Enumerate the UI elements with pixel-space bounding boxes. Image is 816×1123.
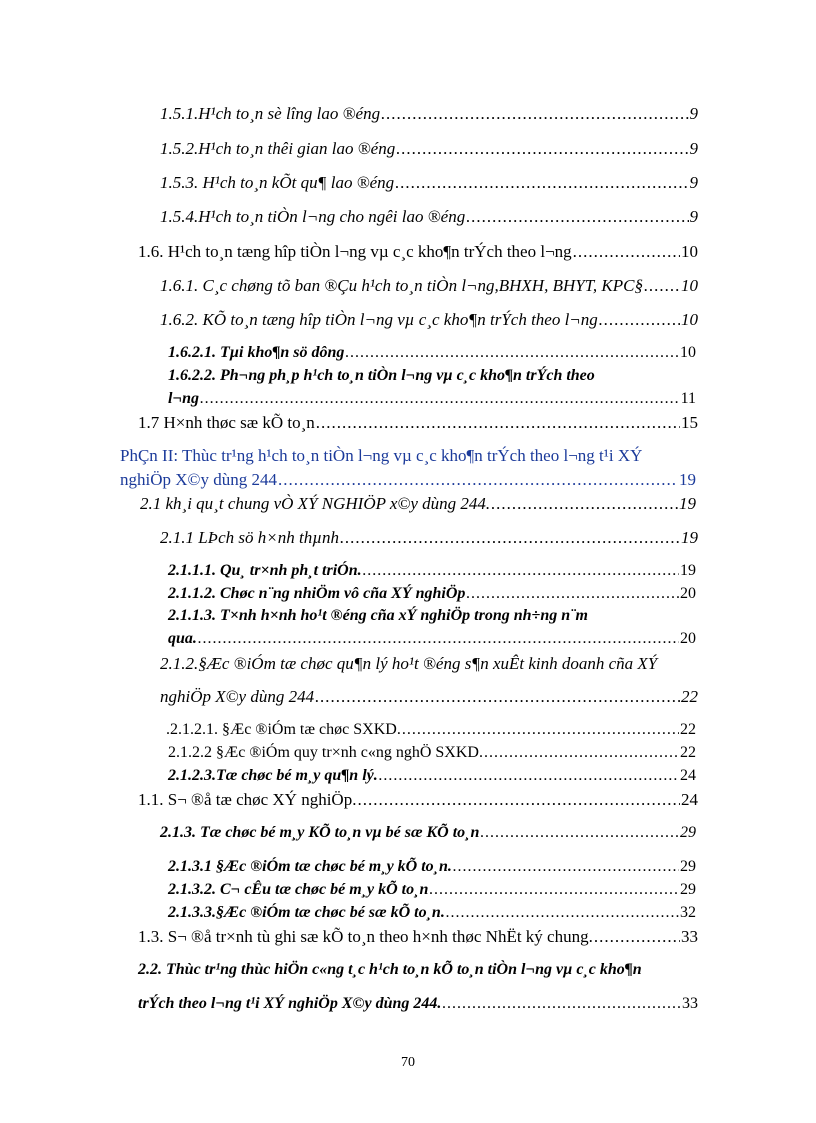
leader-dots [395, 173, 688, 193]
toc-entry-page: 10 [681, 242, 698, 261]
leader-dots [198, 630, 679, 648]
leader-dots [357, 790, 680, 810]
toc-entry-page: 22 [680, 744, 696, 761]
toc-entry-text: 1.6.2.2. Ph¬ng ph¸p h¹ch to¸n tiÒn l¬ng vµ c¸c kho¶n trÝch theo [168, 367, 595, 384]
leader-dots [396, 139, 688, 159]
toc-entry-text: 1.6.1. C¸c chøng tõ ban ®Çu h¹ch to¸n tiÒn l¬ng,BHXH, BHYT, KPC§ [160, 276, 643, 295]
toc-entry-text: 1.6.2. KÕ to¸n tæng hîp tiÒn l¬ng vµ c¸c kho¶n trÝch theo l¬ng [160, 310, 598, 329]
toc-entry-text: 2.1.2.3.Tæ chøc bé m¸y qu¶n lý. [168, 767, 378, 784]
toc-entry [138, 790, 698, 810]
toc-entry [168, 344, 696, 362]
leader-dots [381, 104, 688, 124]
toc-entry-page: 22 [681, 687, 698, 706]
toc-entry [160, 528, 698, 548]
toc-entry-text: trÝch theo l¬ng t¹i XÝ nghiÖp X©y dùng 244. [138, 995, 442, 1012]
leader-dots [340, 528, 680, 548]
leader-dots [466, 207, 688, 227]
toc-entry-page: 29 [680, 881, 696, 898]
leader-dots [573, 242, 680, 262]
leader-dots [429, 881, 679, 899]
toc-entry-text: qua. [168, 630, 197, 647]
toc-entry-page: 9 [689, 207, 698, 226]
toc-entry-page: 19 [681, 528, 698, 547]
toc-entry-page: 19 [680, 562, 696, 579]
leader-dots [200, 390, 680, 408]
toc-entry-page: 10 [681, 276, 698, 295]
leader-dots [491, 494, 678, 514]
toc-entry [168, 390, 696, 408]
toc-entry-page: 9 [689, 139, 698, 158]
toc-entry-line1 [120, 446, 642, 466]
toc-entry-line1 [160, 654, 657, 674]
toc-entry-page: 33 [681, 927, 698, 946]
toc-entry-page: 11 [680, 390, 696, 407]
toc-entry [166, 721, 696, 739]
leader-dots [594, 927, 680, 947]
leader-dots [316, 413, 680, 433]
toc-entry-page: 29 [680, 824, 696, 841]
leader-dots [484, 744, 679, 762]
toc-entry-text: 2.1.3. Tæ chøc bé m¸y KÕ to¸n vµ bé sæ KÕ to¸n [160, 824, 480, 841]
page-number: 70 [401, 1055, 415, 1070]
toc-entry-text: 2.1.2.§Æc ®iÓm tæ chøc qu¶n lý ho¹t ®éng s¶n xuÊt kinh doanh cña XÝ [160, 654, 658, 673]
toc-entry-page: 32 [680, 904, 696, 921]
leader-dots [345, 344, 679, 362]
toc-entry-text: l¬ng [168, 390, 200, 407]
toc-entry-page: 20 [680, 585, 696, 602]
toc-entry [140, 494, 696, 514]
toc-entry-page: 33 [682, 995, 698, 1012]
toc-entry-page: 20 [680, 630, 696, 647]
toc-entry [160, 173, 698, 193]
toc-entry [138, 413, 698, 433]
toc-entry [168, 858, 696, 876]
toc-entry-text: 2.1.1 LÞch sö h×nh thµnh [160, 528, 339, 547]
toc-entry-text: nghiÖp X©y dùng 244 [120, 470, 277, 489]
leader-dots [446, 904, 679, 922]
toc-entry [168, 562, 696, 580]
toc-entry-text: 1.5.2.H¹ch to¸n thêi gian lao ®éng [160, 139, 396, 158]
leader-dots [442, 995, 681, 1013]
toc-entry-text: 2.1.3.2. C¬ cÊu tæ chøc bé m¸y kÕ to¸n [168, 881, 429, 898]
toc-entry-text: .2.1.2.1. §Æc ®iÓm tæ chøc SXKD. [166, 721, 401, 738]
toc-entry-text: 2.1.3.1 §Æc ®iÓm tæ chøc bé m¸y kÕ to¸n. [168, 858, 452, 875]
toc-entry-page: 19 [679, 494, 696, 513]
leader-dots [599, 310, 680, 330]
toc-entry-text: 2.2. Thùc tr¹ng thùc hiÖn c«ng t¸c h¹ch to¸n kÕ to¸n tiÒn l¬ng vµ c¸c kho¶n [138, 961, 642, 978]
toc-entry [138, 995, 698, 1013]
toc-entry-text: 2.1.2.2 §Æc ®iÓm quy tr×nh c«ng nghÖ SXKD. [168, 744, 483, 761]
toc-entry [168, 904, 696, 922]
leader-dots [315, 687, 680, 707]
toc-entry-text: 2.1.1.2. Chøc n¨ng nhiÖm vô cña XÝ nghiÖp [168, 585, 466, 602]
toc-entry-text: 1.6.2.1. Tµi kho¶n sö dông [168, 344, 345, 361]
toc-entry-text: 2.1.3.3.§Æc ®iÓm tæ chøc bé sæ kÕ to¸n. [168, 904, 445, 921]
leader-dots [363, 562, 679, 580]
toc-entry [160, 824, 696, 842]
toc-entry-page: 9 [689, 173, 698, 192]
toc-entry [138, 927, 698, 947]
toc-entry-text: 1.1. S¬ ®å tæ chøc XÝ nghiÖp. [138, 790, 357, 809]
toc-entry [160, 104, 698, 124]
toc-entry [160, 687, 698, 707]
toc-entry-page: 10 [680, 344, 696, 361]
toc-entry-page: 24 [680, 767, 696, 784]
toc-entry-text: 1.6. H¹ch to¸n tæng hîp tiÒn l¬ng vµ c¸c kho¶n trÝch theo l¬ng [138, 242, 572, 261]
toc-entry-text: PhÇn II: Thùc tr¹ng h¹ch to¸n tiÒn l¬ng vµ c¸c kho¶n trÝch theo l¬ng t¹i XÝ [120, 446, 643, 465]
toc-entry-text: 1.5.1.H¹ch to¸n sè lîng lao ®éng [160, 104, 381, 123]
toc-entry-page: 24 [681, 790, 698, 809]
toc-entry-page: 10 [681, 310, 698, 329]
toc-entry-text: 1.3. S¬ ®å tr×nh tù ghi sæ kÕ to¸n theo h×nh thøc NhËt ký chung. [138, 927, 593, 946]
toc-entry-text: 1.7 H×nh thøc sæ kÕ to¸n [138, 413, 315, 432]
toc-entry [160, 276, 698, 296]
leader-dots [480, 824, 679, 842]
toc-entry-page: 15 [681, 413, 698, 432]
leader-dots [644, 276, 680, 296]
toc-entry-line1 [138, 961, 642, 979]
toc-entry-line1 [168, 367, 595, 385]
toc-entry-text: 2.1.1.3. T×nh h×nh ho¹t ®éng cña xÝ nghiÖp trong nh÷ng n¨m [168, 607, 588, 624]
leader-dots [466, 585, 679, 603]
toc-entry-page: 19 [679, 470, 696, 489]
toc-entry [160, 139, 698, 159]
toc-entry [160, 207, 698, 227]
toc-entry [168, 881, 696, 899]
toc-entry [160, 310, 698, 330]
toc-entry-line1 [168, 607, 588, 625]
leader-dots [379, 767, 679, 785]
toc-entry-page: 9 [689, 104, 698, 123]
toc-entry-page: 22 [680, 721, 696, 738]
toc-entry [138, 242, 698, 262]
toc-entry-text: 1.5.3. H¹ch to¸n kÕt qu¶ lao ®éng [160, 173, 395, 192]
toc-entry-text: 2.1.1.1. Qu¸ tr×nh ph¸t triÓn. [168, 562, 362, 579]
toc-entry [120, 470, 696, 490]
leader-dots [453, 858, 679, 876]
toc-entry-text: 1.5.4.H¹ch to¸n tiÒn l¬ng cho ngêi lao ®éng [160, 207, 466, 226]
toc-entry-page: 29 [680, 858, 696, 875]
toc-entry [168, 585, 696, 603]
toc-entry-text: nghiÖp X©y dùng 244 [160, 687, 315, 706]
toc-entry [168, 630, 696, 648]
leader-dots [278, 470, 678, 490]
leader-dots [402, 721, 679, 739]
toc-entry [168, 744, 696, 762]
toc-entry-text: 2.1 kh¸i qu¸t chung vÒ XÝ NGHIÖP x©y dùng 244. [140, 494, 491, 513]
toc-entry [168, 767, 696, 785]
